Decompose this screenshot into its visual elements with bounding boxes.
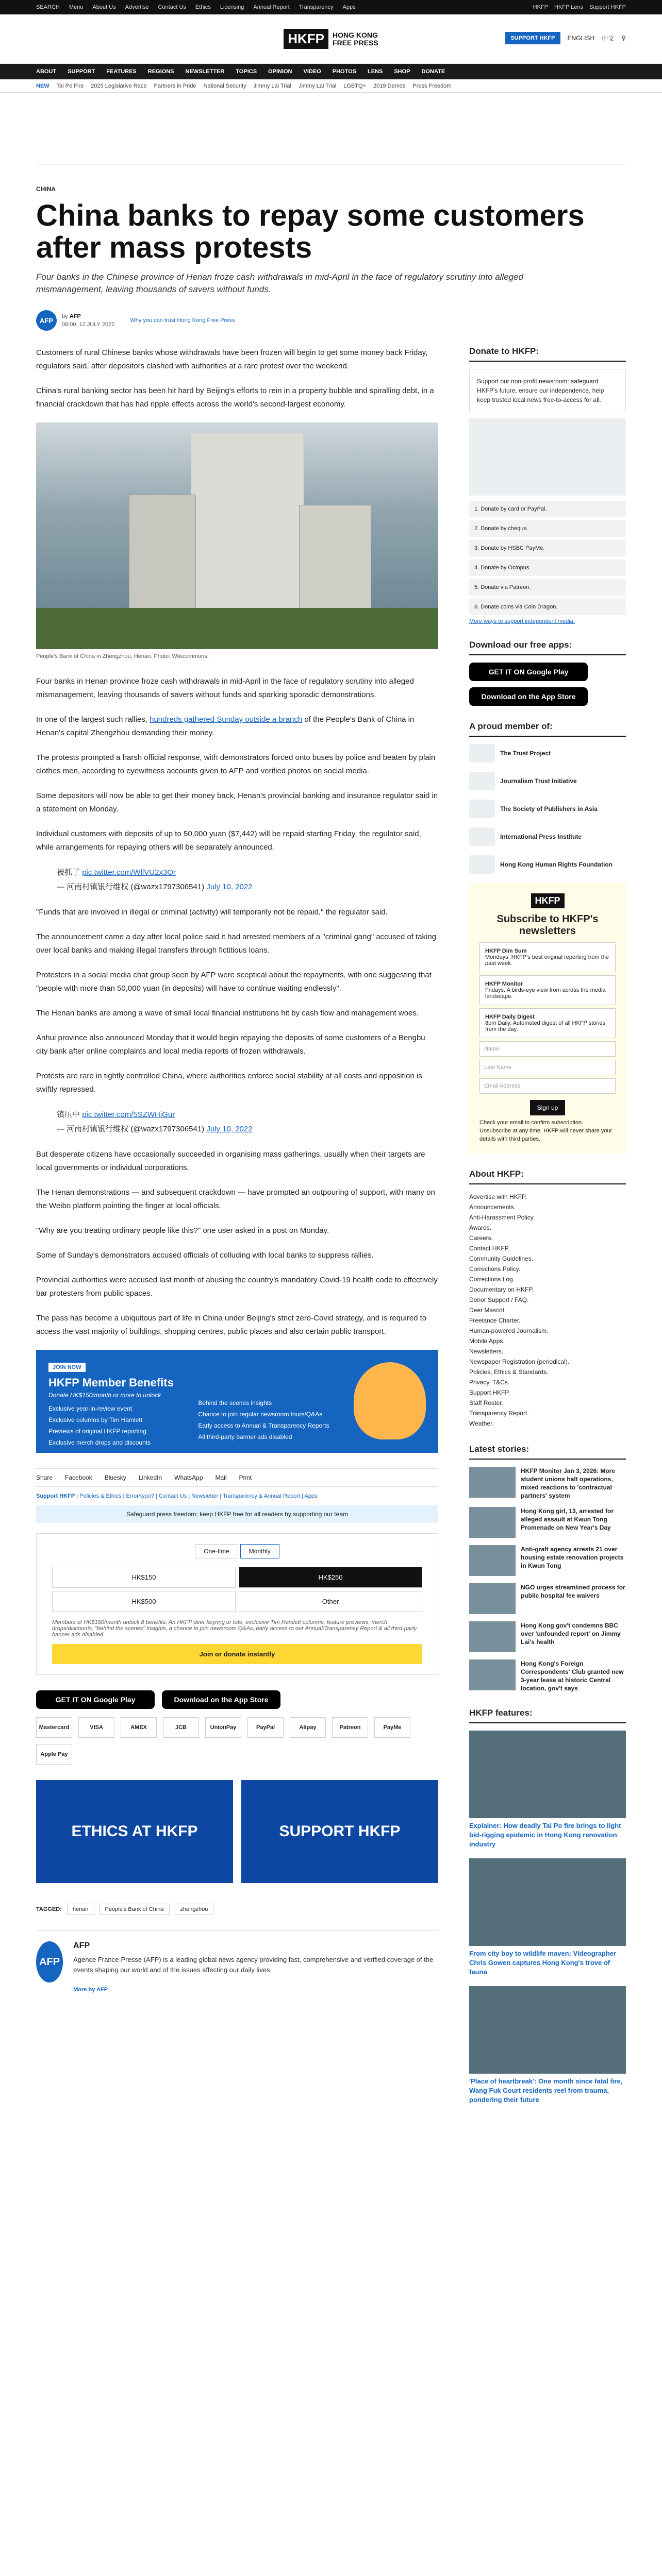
sign-up-button[interactable]: Sign up: [530, 1100, 566, 1115]
paragraph: But desperate citizens have occasionally succeeded in organising mass gatherings, usually when their targets are local governments or individual corporations.: [36, 1150, 425, 1172]
donate-option[interactable]: 4. Donate by Octopus.: [469, 560, 626, 576]
paragraph: Protesters in a social media chat group seen by AFP were sceptical about the repayments, with one suggesting that "people with more than 50,000 yuan (in deposits) will have to continue waiting endlessly".: [36, 971, 432, 993]
tagged-list: TAGGED: henan People's Bank of China zhengzhou: [36, 1904, 438, 1915]
inline-link[interactable]: hundreds gathered Sunday outside a branch: [150, 715, 303, 724]
amount-250[interactable]: HK$250: [239, 1567, 422, 1588]
jcb-icon: JCB: [163, 1717, 199, 1738]
visa-icon: VISA: [78, 1717, 114, 1738]
tag-item[interactable]: National Security: [203, 82, 246, 89]
paragraph: Individual customers with deposits of up to 50,000 yuan ($7,442) will be repaid starting Friday, the regulator said, while arrangements for repaying others will be separately announced.: [36, 829, 421, 852]
top-bar: [0, 0, 662, 14]
paragraph: Some of Sunday's demonstrators accused officials of colluding with local banks to suppress rallies.: [36, 1251, 374, 1260]
paragraph: The announcement came a day after local police said it had arrested members of a "criminal gang" accused of taking over local banks and making illegal transfers through fictitious loans.: [36, 933, 437, 955]
latest-story[interactable]: Hong Kong girl, 13, arrested for alleged assault at Kwun Tong Promenade on New Year's Day: [469, 1507, 626, 1538]
donate-option[interactable]: 3. Donate by HSBC PayMe.: [469, 540, 626, 556]
feature-story[interactable]: 'Place of heartbreak': One month since fatal fire, Wang Fuk Court residents reel from trauma, pondering their future: [469, 1986, 626, 2105]
member-item[interactable]: Journalism Trust Initiative: [469, 772, 626, 790]
tag-item[interactable]: Press Freedom: [412, 82, 452, 89]
tag-new: NEW: [36, 82, 49, 89]
paragraph: Customers of rural Chinese banks whose withdrawals have been frozen will begin to get some money back Friday, regulators said, after depositors clashed with authorities at a rare protest over the weekend.: [36, 348, 428, 370]
tab-one-time[interactable]: One-time: [195, 1544, 238, 1558]
newsletter-signup: HKFP Subscribe to HKFP's newsletters HKFP Dim Sum Mondays. HKFP's best original reporting from the past week. HKFP Monitor Fridays. A birds-eye view from across the media landscape. HKFP Daily Digest 8pm Daily. Automated digest of all HKFP stories from the day. Name Last Name Email Address Sign up Check your email to confirm subscription. Unsubscribe at any time. HKFP will never share your details with third parties.: [469, 883, 626, 1154]
top-apps[interactable]: Apps: [342, 4, 356, 10]
latest-story[interactable]: HKFP Monitor Jan 3, 2026: More student unions halt operations, mixed reactions to 'contractual partners' system: [469, 1467, 626, 1500]
tag-item[interactable]: Jimmy Lai Trial: [298, 82, 337, 89]
paragraph: Anhui province also announced Monday that it would begin repaying the deposits of some customers of a Bengbu city bank after online complaints and local media reports of frozen withdrawals.: [36, 1033, 425, 1056]
paragraph: Protests are rare in tightly controlled China, where authorities enforce social stability at all costs and opposition is swiftly repressed.: [36, 1072, 422, 1094]
email-field[interactable]: Email Address: [479, 1078, 616, 1094]
site-header: [0, 14, 662, 64]
member-item[interactable]: Hong Kong Human Rights Foundation: [469, 855, 626, 874]
member-item[interactable]: The Trust Project: [469, 744, 626, 762]
tag-item[interactable]: Tai Po Fire: [56, 82, 84, 89]
support-hkfp-button[interactable]: SUPPORT HKFP: [505, 32, 560, 44]
amex-icon: AMEX: [121, 1717, 157, 1738]
amount-other[interactable]: Other: [239, 1591, 422, 1612]
share-facebook[interactable]: Facebook: [65, 1474, 92, 1481]
embedded-tweet: 被抓了 pic.twitter.com/WllVU2x3Or — 河南村镇银行维权 (@wazx1797306541) July 10, 2022: [57, 868, 253, 891]
apple-pay-icon: Apple Pay: [36, 1744, 72, 1765]
byline: AFP by AFP 08:00, 12 JULY 2022 Why you can trust Hong Kong Free Press: [36, 310, 626, 331]
article-subtitle: Four banks in the Chinese province of Henan froze cash withdrawals in mid-April in the face of regulatory scrutiny into alleged mismanagement, leaving thousands of savers without funds.: [36, 272, 523, 294]
tab-monthly[interactable]: Monthly: [240, 1544, 279, 1558]
top-lens[interactable]: HKFP Lens: [554, 4, 584, 10]
donate-image: [469, 418, 626, 496]
tweet-link[interactable]: pic.twitter.com/5SZWHiGur: [82, 1110, 175, 1119]
share-mail[interactable]: Mail: [215, 1474, 227, 1481]
site-logo[interactable]: HKFP HONG KONG FREE PRESS: [284, 29, 378, 49]
newsletter-option[interactable]: HKFP Dim Sum Mondays. HKFP's best original reporting from the past week.: [479, 942, 616, 972]
article-category[interactable]: CHINA: [36, 185, 56, 193]
unionpay-icon: UnionPay: [205, 1717, 241, 1738]
article-photo: [36, 422, 438, 649]
share-bluesky[interactable]: Bluesky: [104, 1474, 126, 1481]
tweet-date[interactable]: July 10, 2022: [206, 883, 253, 891]
payment-methods: [36, 1717, 438, 1765]
latest-story[interactable]: Hong Kong gov't condemns BBC over 'unfounded report' on Jimmy Lai's health: [469, 1621, 626, 1652]
why-trust-link[interactable]: Why you can trust Hong Kong Free Press: [130, 317, 235, 324]
top-about[interactable]: About Us: [92, 4, 116, 10]
top-search[interactable]: SEARCH: [36, 4, 60, 10]
share-print[interactable]: Print: [239, 1474, 252, 1481]
features-heading: HKFP features:: [469, 1708, 626, 1723]
last-name-field[interactable]: Last Name: [479, 1060, 616, 1075]
sidebar-app-store[interactable]: Download on the App Store: [469, 687, 588, 706]
share-whatsapp[interactable]: WhatsApp: [174, 1474, 203, 1481]
latest-heading: Latest stories:: [469, 1444, 626, 1460]
nav-features[interactable]: FEATURES: [106, 69, 137, 75]
tag-item[interactable]: Jimmy Lai Trial: [253, 82, 291, 89]
share-bar: Share Facebook Bluesky LinkedIn WhatsApp Mail Print: [36, 1468, 438, 1487]
tag-item[interactable]: LGBTQ+: [343, 82, 366, 89]
tag-zhengzhou[interactable]: zhengzhou: [175, 1904, 214, 1915]
safeguard-banner[interactable]: Safeguard press freedom; keep HKFP free for all readers by supporting our team: [36, 1505, 438, 1523]
member-benefits-promo[interactable]: JOIN NOW HKFP Member Benefits Donate HK$150/month or more to unlock Exclusive year-in-review event Exclusive columns by Tim Hamlett Previews of original HKFP reporting Exclusive merch drops and discounts Behind the scenes insights Chance to join regular newsroom tours/Q&As Early access to Annual & Transparency Reports All third-party banner ads disabled: [36, 1350, 438, 1453]
photo-caption: People's Bank of China in Zhengzhou, Henan. Photo: Wikicommons.: [36, 653, 209, 659]
amount-150[interactable]: HK$150: [52, 1567, 236, 1588]
main-nav: [0, 64, 662, 79]
donate-option[interactable]: 1. Donate by card or PayPal.: [469, 501, 626, 517]
apps-heading: Download our free apps:: [469, 640, 626, 655]
tag-henan[interactable]: henan: [67, 1904, 94, 1915]
donate-option[interactable]: 6. Donate coins via Coin Dragon.: [469, 599, 626, 615]
paragraph: "Why are you treating ordinary people like this?" one user asked in a post on Monday.: [36, 1226, 329, 1235]
nav-opinion[interactable]: OPINION: [268, 69, 292, 75]
name-field[interactable]: Name: [479, 1041, 616, 1057]
about-heading: About HKFP:: [469, 1169, 626, 1184]
author-box: AFP AFP Agence France-Presse (AFP) is a leading global news agency providing fast, comprehensive and verified coverage of the events shaping our world and of the issues affecting our daily lives. More by AFP: [36, 1930, 438, 1993]
paragraph: In one of the largest such rallies, hundreds gathered Sunday outside a branch of the People's Bank of China in Henan's capital Zhengzhou demanding their money.: [36, 715, 415, 737]
payme-icon: PayMe: [374, 1717, 410, 1738]
tag-pboc[interactable]: People's Bank of China: [100, 1904, 170, 1915]
author-name[interactable]: AFP: [69, 313, 81, 319]
top-ethics[interactable]: Ethics: [195, 4, 211, 10]
paragraph: China's rural banking sector has been hit hard by Beijing's efforts to rein in a property bubble and spiralling debt, in a financial crackdown that has had ripple effects across the world's second-largest economy.: [36, 386, 434, 409]
join-now-badge[interactable]: JOIN NOW: [48, 1363, 86, 1372]
nav-regions[interactable]: REGIONS: [147, 69, 174, 75]
nav-shop[interactable]: SHOP: [394, 69, 410, 75]
author-box-name[interactable]: AFP: [73, 1941, 90, 1950]
tweet-date[interactable]: July 10, 2022: [206, 1125, 253, 1133]
more-by-author[interactable]: More by AFP: [73, 1987, 108, 1993]
donate-option[interactable]: 2. Donate by cheque.: [469, 520, 626, 537]
publish-date: 08:00, 12 JULY 2022: [62, 321, 115, 328]
nav-topics[interactable]: TOPICS: [236, 69, 257, 75]
top-hkfp[interactable]: HKFP: [533, 4, 549, 10]
latest-story[interactable]: NGO urges streamlined process for public hospital fee waivers: [469, 1583, 626, 1614]
paragraph: Provincial authorities were accused last month of abusing the country's mandatory Covid-19 health code to effectively bar protesters from public spaces.: [36, 1276, 438, 1298]
nav-donate[interactable]: DONATE: [421, 69, 445, 75]
tag-item[interactable]: Partners in Pride: [154, 82, 196, 89]
paragraph: The Henan demonstrations — and subsequent crackdown — have prompted an outpouring of support, with many on the Weibo platform pointing the finger at local officials.: [36, 1188, 435, 1210]
alipay-icon: Alipay: [290, 1717, 326, 1738]
language-english[interactable]: ENGLISH: [567, 35, 595, 42]
paragraph: Some depositors will now be able to get their money back, Henan's provincial banking and insurance regulator said in a statement on Monday.: [36, 791, 438, 814]
top-advertise[interactable]: Advertise: [125, 4, 149, 10]
paragraph: The pass has become a ubiquitous part of life in China under Beijing's strict zero-Covid strategy, and is required to access the vast majority of buildings, shopping centres, public places and also certain public transport.: [36, 1314, 427, 1336]
member-heading: A proud member of:: [469, 721, 626, 737]
article-body: [36, 346, 438, 2114]
sidebar-google-play[interactable]: GET IT ON Google Play: [469, 663, 588, 681]
patreon-icon: Patreon: [332, 1717, 368, 1738]
nav-photos[interactable]: PHOTOS: [332, 69, 356, 75]
nav-lens[interactable]: LENS: [368, 69, 383, 75]
tag-item[interactable]: 2019 Demos: [373, 82, 406, 89]
newsletter-option[interactable]: HKFP Monitor Fridays. A birds-eye view from across the media landscape.: [479, 975, 616, 1005]
paragraph: Four banks in Henan province froze cash withdrawals in mid-April in the face of regulatory scrutiny into alleged mismanagement, leaving thousands of savers without funds and sparking sporadic demonstrations.: [36, 677, 414, 699]
top-licensing[interactable]: Licensing: [220, 4, 244, 10]
google-play-badge[interactable]: GET IT ON Google Play: [36, 1690, 155, 1709]
language-chinese[interactable]: 中文: [602, 35, 615, 42]
article-title: China banks to repay some customers after mass protests: [36, 199, 585, 264]
embedded-tweet: 镇压中 pic.twitter.com/5SZWHiGur — 河南村镇银行维权 (@wazx1797306541) July 10, 2022: [57, 1110, 253, 1133]
author-box-avatar[interactable]: AFP: [36, 1941, 63, 1982]
top-contact[interactable]: Contact Us: [158, 4, 186, 10]
amount-500[interactable]: HK$500: [52, 1591, 236, 1612]
paragraph: The protests prompted a harsh official response, with demonstrators forced onto buses by police and beaten by plain clothes men, according to eyewitness accounts given to AFP and verified photos on social media.: [36, 753, 436, 775]
nav-newsletter[interactable]: NEWSLETTER: [185, 69, 225, 75]
search-icon[interactable]: ⚲: [621, 35, 626, 42]
deer-mascot-icon: [354, 1362, 426, 1439]
nav-video[interactable]: VIDEO: [303, 69, 321, 75]
member-item[interactable]: The Society of Publishers in Asia: [469, 800, 626, 818]
top-menu[interactable]: Menu: [69, 4, 84, 10]
donate-option[interactable]: 5. Donate via Patreon.: [469, 579, 626, 596]
benefits-list: Exclusive year-in-review event Exclusive columns by Tim Hamlett Previews of original HKFP reporting Exclusive merch drops and discounts: [48, 1405, 151, 1446]
sidebar: Donate to HKFP: Support our non-profit newsroom: safeguard HKFP's future, ensure our independence, help keep trusted local news free-to-access for all. 1. Donate by card or PayPal. 2. Donate by cheque. 3. Donate by HSBC PayMe. 4. Donate by Octopus. 5. Donate via Patreon. 6. Donate coins via Coin Dragon. More ways to support independent media. Download our free apps: GET IT ON Google Play Download on the App Store A proud member of: The Trust Project Journalism Trust Initiative The Society of Publishers in Asia International Press Institute Hong Kong Human Rights Foundation HKFP Subscribe to HKFP's newsletters HKFP Dim Sum Mondays. HKFP's best original reporting from the past week. HKFP Monitor Fridays. A birds-eye view from across the media landscape. HKFP Daily Digest 8pm Daily. Automated digest of all HKFP stories from the day. Name Last Name Email Address Sign up Check your email to confirm subscription. Unsubscribe at any time. HKFP will never share your details with third parties. About HKFP: Advertise with HKFP. Announcements. Anti-Harassment Policy. Awards. Careers. Contact HKFP. Community Guidelines. Corrections Policy. Corrections Log. Documentary on HKFP. Donor Support / FAQ. Deer Mascot. Freelance Charter. Human-powered Journalism. Mobile Apps. Newsletters. Newspaper Registration (periodical). Policies, Ethics & Standards. Privacy, T&Cs. Support HKFP. Staff Roster. Transparency Report. Weather. Latest stories: HKFP Monitor Jan 3, 2026: More student unions halt operations, mixed reactions to 'contractual partners' system Hong Kong girl, 13, arrested for alleged assault at Kwun Tong Promenade on New Year's Day Anti-graft agency arrests 21 over housing estate renovation projects in Kwun Tong NGO urges streamlined process for public hospital fee waivers Hong Kong gov't condemns BBC over 'unfounded report' on Jimmy Lai's health Hong Kong's Foreign Correspondents' Club granted new 3-year lease at historic Central location, gov't says HKFP features: Explainer: How deadly Tai Po fire brings to light bid-rigging epidemic in Hong Kong renovation industry From city boy to wildlife maven: Videographer Chris Gowen captures Hong Kong's trove of fauna 'Place of heartbreak': One month since fatal fire, Wang Fuk Court residents reel from trauma, pondering their future: [469, 346, 625, 2104]
join-donate-button[interactable]: Join or donate instantly: [52, 1644, 422, 1664]
nav-about[interactable]: ABOUT: [36, 69, 57, 75]
donate-heading: Donate to HKFP:: [469, 346, 626, 362]
tweet-link[interactable]: pic.twitter.com/WllVU2x3Or: [82, 868, 176, 877]
share-linkedin[interactable]: LinkedIn: [138, 1474, 162, 1481]
feature-story[interactable]: From city boy to wildlife maven: Videographer Chris Gowen captures Hong Kong's trove of fauna: [469, 1858, 626, 1977]
trending-tags: [0, 79, 662, 93]
mastercard-icon: Mastercard: [36, 1717, 72, 1738]
tag-item[interactable]: 2025 Legislative Race: [91, 82, 147, 89]
paypal-icon: PayPal: [247, 1717, 284, 1738]
newsletter-option[interactable]: HKFP Daily Digest 8pm Daily. Automated digest of all HKFP stories from the day.: [479, 1008, 616, 1038]
ad-slot: [36, 118, 626, 165]
latest-story[interactable]: Anti-graft agency arrests 21 over housing estate renovation projects in Kwun Tong: [469, 1545, 626, 1576]
app-store-badge[interactable]: Download on the App Store: [162, 1690, 280, 1709]
paragraph: The Henan banks are among a wave of small local financial institutions hit by cash flow and management woes.: [36, 1009, 419, 1018]
support-banner[interactable]: SUPPORT HKFP: [241, 1780, 438, 1883]
member-item[interactable]: International Press Institute: [469, 827, 626, 846]
top-support[interactable]: Support HKFP: [589, 4, 626, 10]
about-list: Advertise with HKFP. Announcements. Anti-Harassment Policy. Awards. Careers. Contact HKFP. Community Guidelines. Corrections Policy. Corrections Log. Documentary on HKFP. Donor Support / FAQ. Deer Mascot. Freelance Charter. Human-powered Journalism. Mobile Apps. Newsletters. Newspaper Registration (periodical). Policies, Ethics & Standards. Privacy, T&Cs. Support HKFP. Staff Roster. Transparency Report. Weather.: [469, 1193, 570, 1427]
more-ways-link[interactable]: More ways to support independent media.: [469, 618, 575, 624]
top-annual[interactable]: Annual Report: [253, 4, 290, 10]
author-avatar[interactable]: AFP: [36, 310, 57, 331]
ethics-banner[interactable]: ETHICS AT HKFP: [36, 1780, 233, 1883]
support-links: Support HKFP | Policies & Ethics | Error/typo? | Contact Us | Newsletter | Transparency & Annual Report | Apps: [36, 1493, 318, 1499]
latest-story[interactable]: Hong Kong's Foreign Correspondents' Club granted new 3-year lease at historic Central location, gov't says: [469, 1659, 626, 1692]
donation-widget: One-time Monthly HK$150 HK$250 HK$500 Other Members of HK$150/month unlock 8 benefits: An HKFP deer keyring or tote, exclusive Tim Hamlett columns, feature previews, merch drops/discounts, "behind the scenes" insights, a chance to join newsroom Q&As, early access to our Annual/Transparency Report & all third-party banner ads disabled. Join or donate instantly: [36, 1533, 438, 1675]
feature-story[interactable]: Explainer: How deadly Tai Po fire brings to light bid-rigging epidemic in Hong Kong renovation industry: [469, 1731, 626, 1849]
paragraph: "Funds that are involved in illegal or criminal (activity) will temporarily not be repaid," the regulator said.: [36, 908, 388, 917]
nav-support[interactable]: SUPPORT: [68, 69, 95, 75]
top-transparency[interactable]: Transparency: [299, 4, 334, 10]
